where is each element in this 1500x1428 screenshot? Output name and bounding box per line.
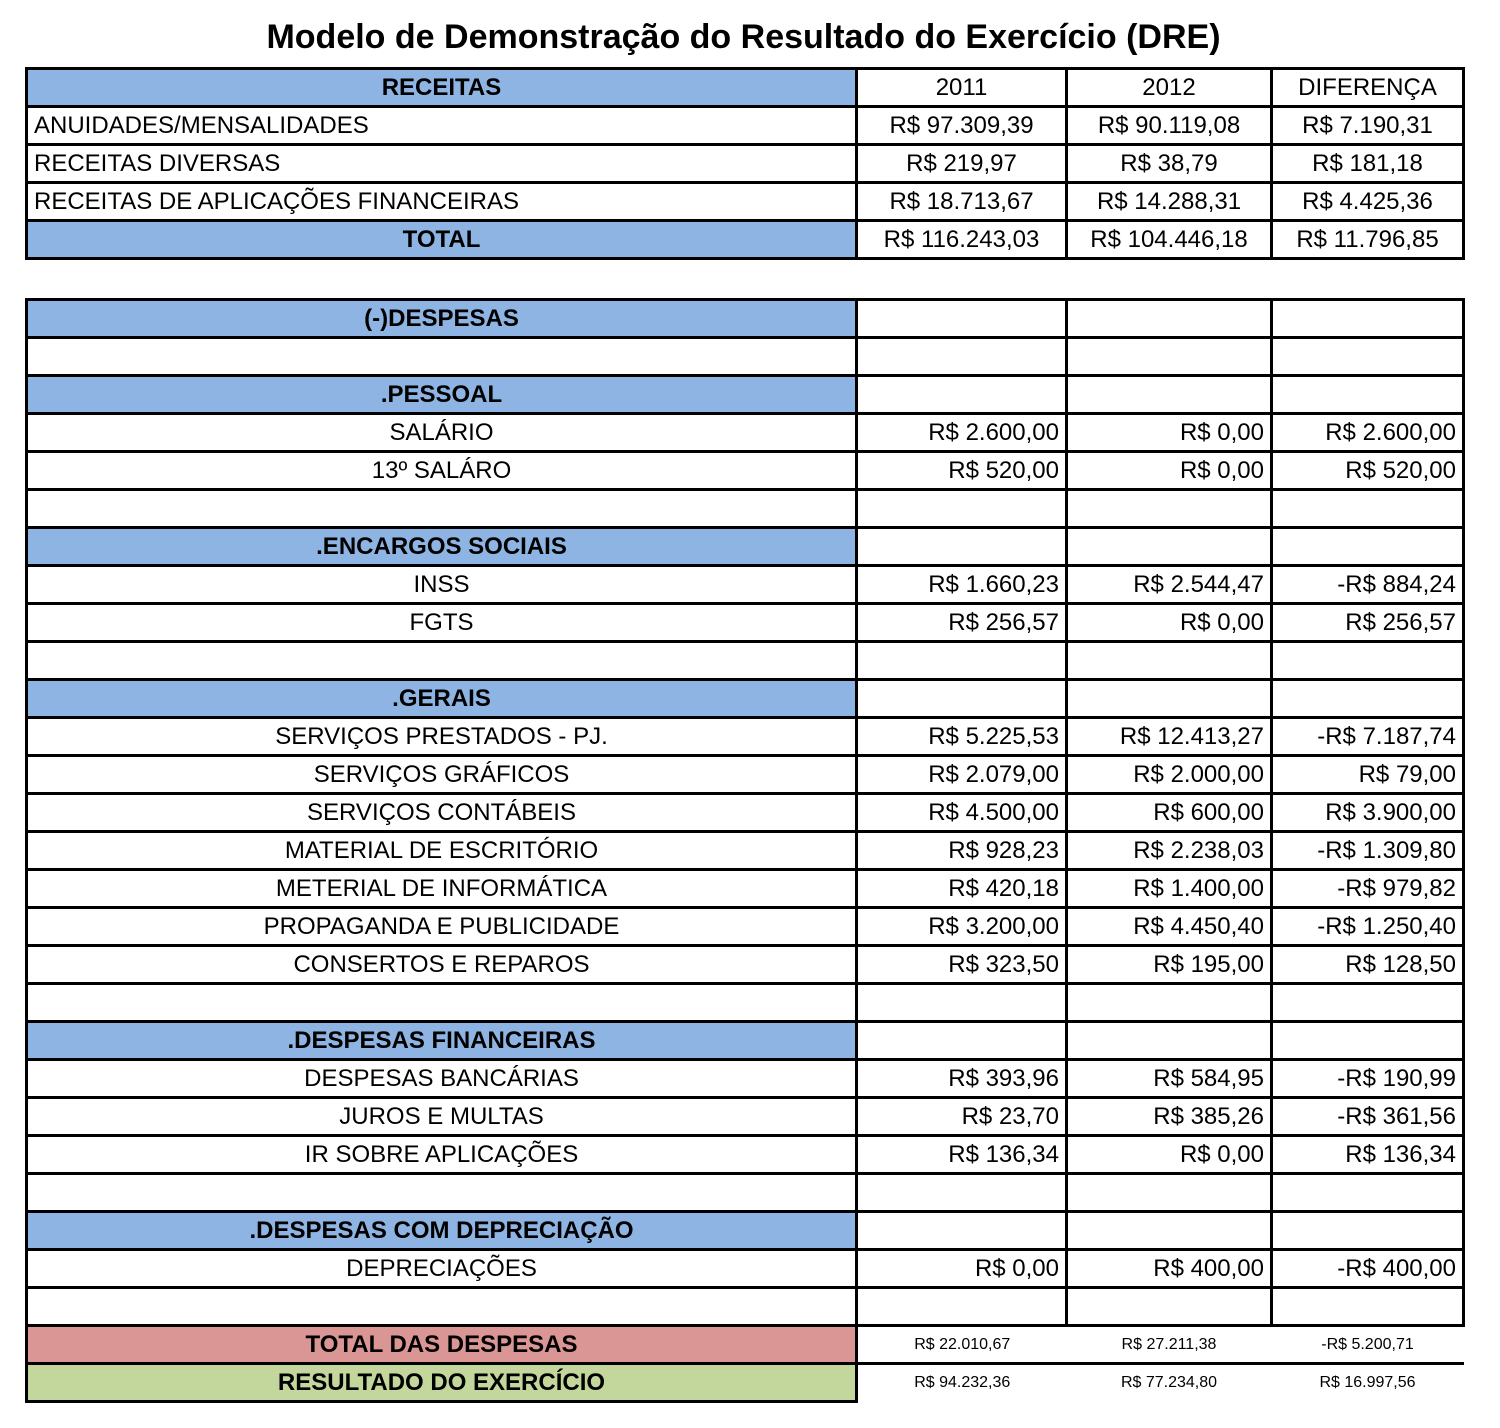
value-cell — [857, 984, 1067, 1022]
table-row — [27, 566, 1464, 604]
value-cell: R$ 400,00 — [1067, 1250, 1272, 1288]
value-cell: R$ 520,00 — [1272, 452, 1464, 490]
table-row — [27, 642, 1464, 680]
table-row — [27, 718, 1464, 756]
table-row — [27, 604, 1464, 642]
value-cell — [1272, 376, 1464, 414]
value-cell: R$ 600,00 — [1067, 794, 1272, 832]
table-gap — [0, 260, 1500, 298]
table-row — [27, 870, 1464, 908]
row-label-cell: FGTS — [27, 604, 857, 642]
value-cell — [857, 1174, 1067, 1212]
value-cell: R$ 219,97 — [857, 145, 1067, 183]
table-row — [27, 183, 1464, 221]
value-cell: R$ 7.190,31 — [1272, 107, 1464, 145]
value-cell: R$ 27.211,38 — [1067, 1326, 1272, 1364]
value-cell — [1067, 680, 1272, 718]
table-row — [27, 1250, 1464, 1288]
row-label-cell: PROPAGANDA E PUBLICIDADE — [27, 908, 857, 946]
value-cell: R$ 116.243,03 — [857, 221, 1067, 259]
row-label-cell: 13º SALÁRO — [27, 452, 857, 490]
row-label-cell: .GERAIS — [27, 680, 857, 718]
value-cell — [1272, 1212, 1464, 1250]
value-cell: R$ 256,57 — [1272, 604, 1464, 642]
table-row — [27, 832, 1464, 870]
row-label-cell: .ENCARGOS SOCIAIS — [27, 528, 857, 566]
row-label-cell — [27, 1174, 857, 1212]
value-cell: R$ 2.544,47 — [1067, 566, 1272, 604]
value-cell — [857, 376, 1067, 414]
value-cell: -R$ 979,82 — [1272, 870, 1464, 908]
value-cell: R$ 22.010,67 — [857, 1326, 1067, 1364]
row-label-cell: IR SOBRE APLICAÇÕES — [27, 1136, 857, 1174]
value-cell: R$ 77.234,80 — [1120, 1374, 1218, 1392]
value-cell: R$ 2.600,00 — [1272, 414, 1464, 452]
value-cell: R$ 0,00 — [1067, 414, 1272, 452]
table-row — [27, 1326, 1464, 1364]
table-row — [27, 69, 1464, 107]
table-row — [27, 984, 1464, 1022]
table-row — [27, 1136, 1464, 1174]
value-cell: R$ 2.238,03 — [1067, 832, 1272, 870]
value-cell: R$ 38,79 — [1067, 145, 1272, 183]
value-cell: R$ 2.079,00 — [857, 756, 1067, 794]
value-cell: -R$ 5.200,71 — [1272, 1326, 1464, 1364]
table-row — [27, 145, 1464, 183]
value-cell — [1272, 300, 1464, 338]
row-label-cell: SERVIÇOS PRESTADOS - PJ. — [27, 718, 857, 756]
row-label-cell: RECEITAS DIVERSAS — [27, 145, 857, 183]
table-row — [27, 528, 1464, 566]
value-cell: R$ 0,00 — [857, 1250, 1067, 1288]
table-row — [27, 1098, 1464, 1136]
value-cell: R$ 128,50 — [1272, 946, 1464, 984]
value-cell: R$ 18.713,67 — [857, 183, 1067, 221]
row-label-cell — [27, 338, 857, 376]
value-cell: R$ 323,50 — [857, 946, 1067, 984]
value-cell — [1067, 1288, 1272, 1326]
value-cell — [1272, 490, 1464, 528]
value-cell — [857, 338, 1067, 376]
table-row — [27, 680, 1464, 718]
table-row — [27, 1174, 1464, 1212]
table-row — [27, 1288, 1464, 1326]
value-cell: R$ 3.900,00 — [1272, 794, 1464, 832]
value-cell: R$ 0,00 — [1067, 604, 1272, 642]
table-row — [27, 376, 1464, 414]
value-cell: R$ 0,00 — [1067, 1136, 1272, 1174]
row-label-cell: SERVIÇOS CONTÁBEIS — [27, 794, 857, 832]
row-label-cell: JUROS E MULTAS — [27, 1098, 857, 1136]
row-label-cell: .DESPESAS FINANCEIRAS — [27, 1022, 857, 1060]
value-cell: R$ 256,57 — [857, 604, 1067, 642]
row-label-cell: SALÁRIO — [27, 414, 857, 452]
table-row — [27, 414, 1464, 452]
value-cell: R$ 23,70 — [857, 1098, 1067, 1136]
row-label-cell: .DESPESAS COM DEPRECIAÇÃO — [27, 1212, 857, 1250]
value-cell — [1272, 1022, 1464, 1060]
row-label-cell: RECEITAS DE APLICAÇÕES FINANCEIRAS — [27, 183, 857, 221]
table-row — [27, 452, 1464, 490]
value-cell: R$ 3.200,00 — [857, 908, 1067, 946]
despesas-table — [25, 298, 1465, 1403]
table-row — [27, 338, 1464, 376]
receitas-table-body — [27, 69, 1464, 259]
row-label-cell — [27, 490, 857, 528]
row-label-cell: RECEITAS — [27, 69, 857, 107]
value-cell — [857, 490, 1067, 528]
value-cell: -R$ 190,99 — [1272, 1060, 1464, 1098]
page-title: Modelo de Demonstração do Resultado do Exercício (DRE) — [266, 18, 1221, 56]
value-cell — [1272, 528, 1464, 566]
value-cell — [857, 1022, 1067, 1060]
table-row — [27, 946, 1464, 984]
despesas-table-body — [27, 300, 1464, 1402]
value-cell: R$ 1.660,23 — [857, 566, 1067, 604]
receitas-table — [25, 67, 1465, 260]
table-row — [27, 1364, 1464, 1402]
value-cell — [1067, 300, 1272, 338]
table-row — [27, 1060, 1464, 1098]
value-cell: R$ 181,18 — [1272, 145, 1464, 183]
value-cell: R$ 4.500,00 — [857, 794, 1067, 832]
value-cell: R$ 0,00 — [1067, 452, 1272, 490]
value-cell: R$ 393,96 — [857, 1060, 1067, 1098]
table-row — [27, 221, 1464, 259]
row-label-cell: ANUIDADES/MENSALIDADES — [27, 107, 857, 145]
value-cell: R$ 79,00 — [1272, 756, 1464, 794]
table-row — [27, 908, 1464, 946]
value-cell: R$ 5.225,53 — [857, 718, 1067, 756]
value-cell: R$ 90.119,08 — [1067, 107, 1272, 145]
value-cell: R$ 14.288,31 — [1067, 183, 1272, 221]
value-cell: R$ 136,34 — [1272, 1136, 1464, 1174]
table-row — [27, 794, 1464, 832]
table-row — [27, 1212, 1464, 1250]
row-label-cell — [27, 1288, 857, 1326]
row-label-cell: SERVIÇOS GRÁFICOS — [27, 756, 857, 794]
value-cell — [857, 1288, 1067, 1326]
value-cell: -R$ 1.250,40 — [1272, 908, 1464, 946]
value-cell: R$ 2.600,00 — [857, 414, 1067, 452]
table-row — [27, 490, 1464, 528]
row-label-cell: MATERIAL DE ESCRITÓRIO — [27, 832, 857, 870]
value-cell: -R$ 884,24 — [1272, 566, 1464, 604]
value-cell: -R$ 7.187,74 — [1272, 718, 1464, 756]
value-cell: R$ 420,18 — [857, 870, 1067, 908]
value-cell — [1067, 1174, 1272, 1212]
value-cell — [1272, 642, 1464, 680]
value-cell — [1272, 1174, 1464, 1212]
table-row — [27, 107, 1464, 145]
value-cell — [1067, 490, 1272, 528]
value-cell: R$ 1.400,00 — [1067, 870, 1272, 908]
value-cell: R$ 385,26 — [1067, 1098, 1272, 1136]
value-cell: R$ 520,00 — [857, 452, 1067, 490]
row-label-cell: (-)DESPESAS — [27, 300, 857, 338]
value-cell: -R$ 1.309,80 — [1272, 832, 1464, 870]
value-cell: R$ 12.413,27 — [1067, 718, 1272, 756]
row-label-cell — [27, 984, 857, 1022]
value-cell: R$ 16.997,56 — [1319, 1374, 1416, 1392]
value-cell: R$ 4.450,40 — [1067, 908, 1272, 946]
value-cell — [1067, 528, 1272, 566]
row-label-cell: .PESSOAL — [27, 376, 857, 414]
table-row — [27, 756, 1464, 794]
value-cell: R$ 94.232,36 — [914, 1374, 1011, 1392]
row-label-cell: INSS — [27, 566, 857, 604]
value-cell: 2011 — [857, 69, 1067, 107]
value-cell: R$ 584,95 — [1067, 1060, 1272, 1098]
value-cell: DIFERENÇA — [1272, 69, 1464, 107]
value-cell: R$ 4.425,36 — [1272, 183, 1464, 221]
value-cell — [857, 642, 1067, 680]
row-label-cell: METERIAL DE INFORMÁTICA — [27, 870, 857, 908]
value-cell — [1067, 642, 1272, 680]
value-cell — [1067, 984, 1272, 1022]
table-row — [27, 1022, 1464, 1060]
value-cell: R$ 136,34 — [857, 1136, 1067, 1174]
value-cell: R$ 195,00 — [1067, 946, 1272, 984]
row-label-cell: DEPRECIAÇÕES — [27, 1250, 857, 1288]
row-label-cell: CONSERTOS E REPAROS — [27, 946, 857, 984]
row-label-cell: TOTAL — [27, 221, 857, 259]
table-row — [27, 300, 1464, 338]
value-cell — [1067, 1022, 1272, 1060]
value-cell: R$ 2.000,00 — [1067, 756, 1272, 794]
value-cell — [1272, 1288, 1464, 1326]
value-cell — [1067, 338, 1272, 376]
value-cell — [1272, 680, 1464, 718]
row-label-cell: RESULTADO DO EXERCÍCIO — [27, 1364, 857, 1402]
value-cell — [857, 528, 1067, 566]
row-label-cell — [27, 642, 857, 680]
value-cell — [1067, 1212, 1272, 1250]
value-cell: -R$ 361,56 — [1272, 1098, 1464, 1136]
value-cell: R$ 97.309,39 — [857, 107, 1067, 145]
value-cell: -R$ 400,00 — [1272, 1250, 1464, 1288]
value-cell — [1272, 338, 1464, 376]
value-cell: R$ 104.446,18 — [1067, 221, 1272, 259]
value-cell — [1067, 376, 1272, 414]
value-cell: R$ 11.796,85 — [1272, 221, 1464, 259]
row-label-cell: TOTAL DAS DESPESAS — [27, 1326, 857, 1364]
value-cell — [857, 300, 1067, 338]
value-cell: 2012 — [1067, 69, 1272, 107]
row-label-cell: DESPESAS BANCÁRIAS — [27, 1060, 857, 1098]
value-cell — [857, 680, 1067, 718]
value-cell: R$ 928,23 — [857, 832, 1067, 870]
value-cell — [857, 1212, 1067, 1250]
value-cell — [1272, 984, 1464, 1022]
